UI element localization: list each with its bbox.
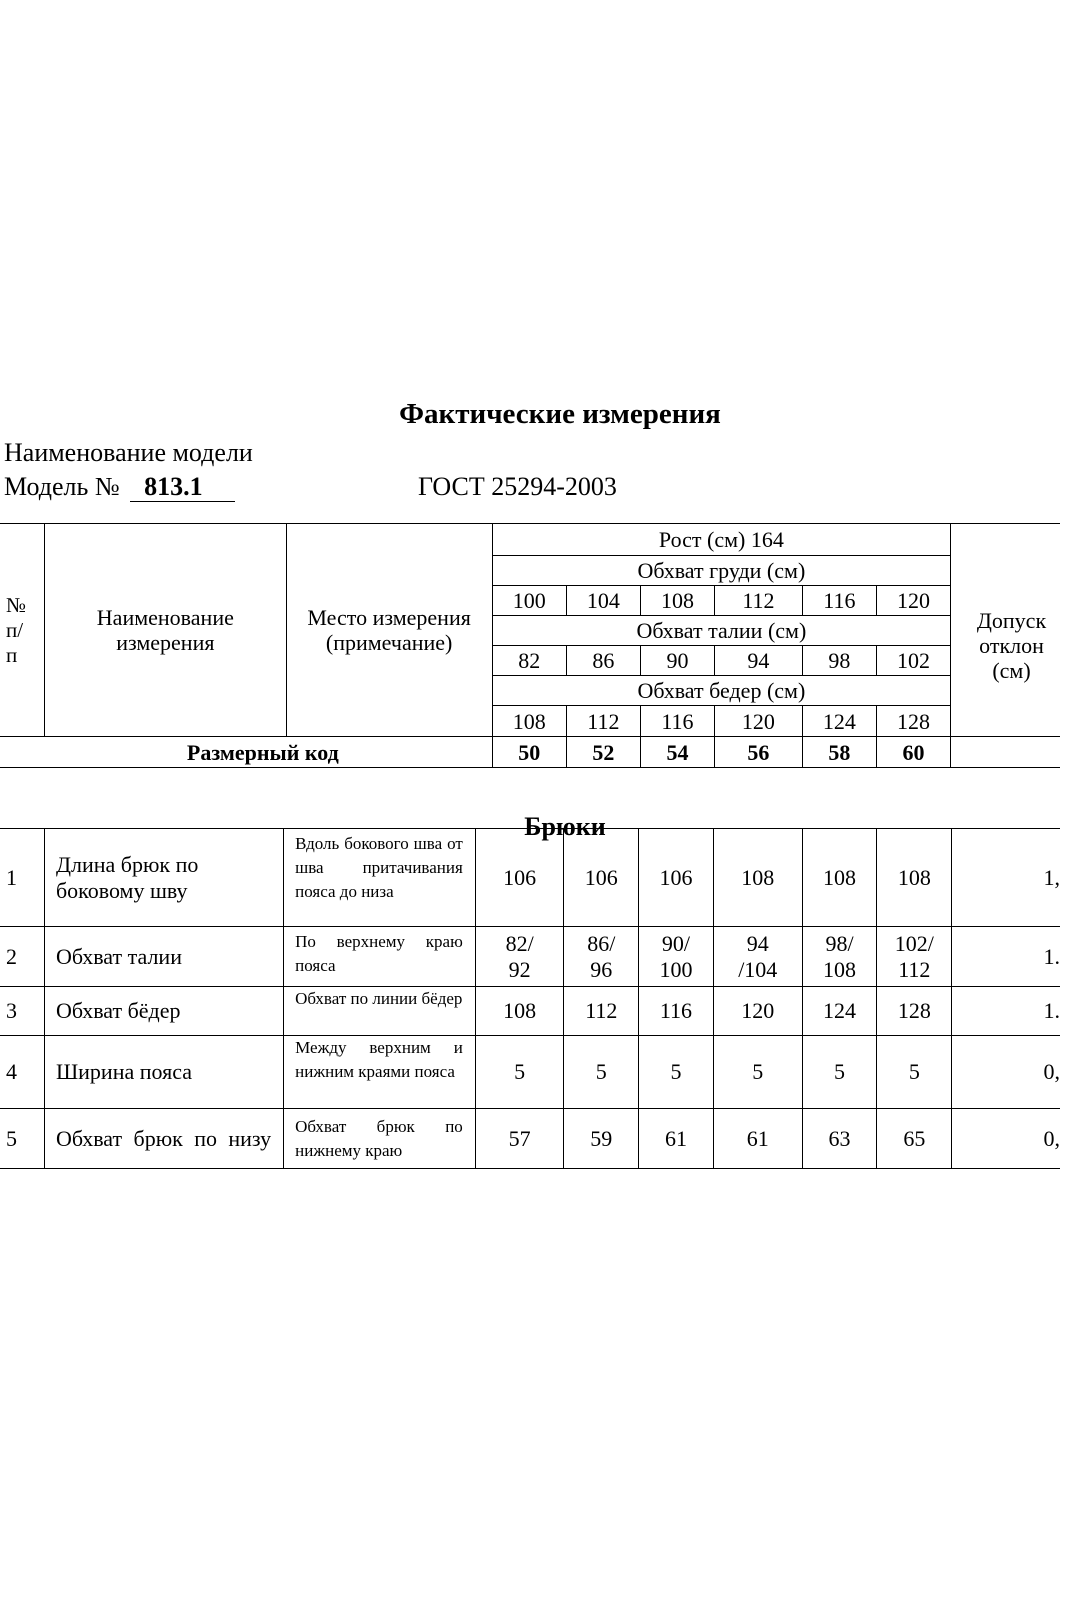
measurement-value: 106 bbox=[475, 829, 564, 927]
measurement-value: 5 bbox=[564, 1036, 639, 1109]
chest-value: 104 bbox=[566, 586, 640, 616]
measurement-value: 128 bbox=[877, 987, 952, 1036]
measurement-value: 102/ 112 bbox=[877, 927, 952, 987]
measurement-value: 98/ 108 bbox=[802, 927, 877, 987]
measurement-value: 61 bbox=[639, 1109, 714, 1169]
model-number-value: 813.1 bbox=[130, 473, 235, 502]
waist-value: 98 bbox=[802, 646, 876, 676]
measurement-value: 5 bbox=[877, 1036, 952, 1109]
model-name-label: Наименование модели bbox=[4, 438, 253, 467]
chest-value: 116 bbox=[802, 586, 876, 616]
measurement-name: Обхват брюк по низу bbox=[44, 1109, 283, 1169]
size-code: 60 bbox=[876, 737, 950, 768]
measurement-name: Длина брюк по боковому шву bbox=[44, 829, 283, 927]
row-number: 2 bbox=[0, 927, 44, 987]
document-title: Фактические измерения bbox=[399, 398, 721, 430]
measurement-value: 112 bbox=[564, 987, 639, 1036]
waist-value: 90 bbox=[640, 646, 714, 676]
hips-label: Обхват бедер (см) bbox=[492, 676, 950, 706]
size-code: 58 bbox=[802, 737, 876, 768]
size-code: 50 bbox=[492, 737, 566, 768]
measurement-value: 106 bbox=[639, 829, 714, 927]
size-code-row bbox=[0, 737, 1060, 768]
measurement-value: 59 bbox=[564, 1109, 639, 1169]
gost-standard: ГОСТ 25294-2003 bbox=[418, 472, 617, 501]
waist-value: 102 bbox=[876, 646, 950, 676]
measurement-value: 116 bbox=[639, 987, 714, 1036]
measurement-value: 124 bbox=[802, 987, 877, 1036]
size-code-label: Размерный код bbox=[0, 737, 492, 768]
size-code: 56 bbox=[715, 737, 803, 768]
measurement-value: 94 /104 bbox=[713, 927, 802, 987]
chest-label: Обхват груди (см) bbox=[492, 556, 950, 586]
table-row bbox=[0, 927, 1060, 987]
model-number-line bbox=[4, 472, 235, 502]
hips-value: 124 bbox=[802, 706, 876, 737]
measurement-value: 5 bbox=[475, 1036, 564, 1109]
measurements-table bbox=[0, 828, 1060, 1169]
measurement-value: 86/ 96 bbox=[564, 927, 639, 987]
size-code: 54 bbox=[640, 737, 714, 768]
size-header-table bbox=[0, 523, 1060, 768]
waist-value: 94 bbox=[715, 646, 803, 676]
table-row bbox=[0, 829, 1060, 927]
row-number: 4 bbox=[0, 1036, 44, 1109]
chest-value: 108 bbox=[640, 586, 714, 616]
measurement-name: Обхват бёдер bbox=[44, 987, 283, 1036]
measurement-value: 108 bbox=[802, 829, 877, 927]
measurement-value: 90/ 100 bbox=[639, 927, 714, 987]
table-row bbox=[0, 1036, 1060, 1109]
measurement-note: Вдоль бокового шва от шва притачивания пояса до низа bbox=[284, 829, 476, 927]
chest-value: 112 bbox=[715, 586, 803, 616]
col-name-header: Наименование измерения bbox=[45, 524, 286, 737]
measurement-tolerance: 1. bbox=[952, 927, 1060, 987]
measurement-note: Обхват по линии бёдер bbox=[284, 987, 476, 1036]
hips-value: 128 bbox=[876, 706, 950, 737]
hips-value: 108 bbox=[492, 706, 566, 737]
waist-value: 82 bbox=[492, 646, 566, 676]
measurement-name: Ширина пояса bbox=[44, 1036, 283, 1109]
measurement-value: 63 bbox=[802, 1109, 877, 1169]
chest-value: 120 bbox=[876, 586, 950, 616]
measurement-value: 108 bbox=[475, 987, 564, 1036]
measurement-value: 5 bbox=[639, 1036, 714, 1109]
measurement-note: По верхнему краю пояса bbox=[284, 927, 476, 987]
measurement-value: 106 bbox=[564, 829, 639, 927]
measurement-value: 108 bbox=[877, 829, 952, 927]
hips-value: 112 bbox=[566, 706, 640, 737]
height-label: Рост (см) 164 bbox=[492, 524, 950, 556]
waist-value: 86 bbox=[566, 646, 640, 676]
row-number: 1 bbox=[0, 829, 44, 927]
tolerance-header: Допуск отклон (см) bbox=[951, 556, 1060, 737]
waist-label: Обхват талии (см) bbox=[492, 616, 950, 646]
hips-value: 120 bbox=[715, 706, 803, 737]
measurement-value: 5 bbox=[713, 1036, 802, 1109]
measurement-value: 108 bbox=[713, 829, 802, 927]
measurement-value: 61 bbox=[713, 1109, 802, 1169]
measurement-value: 57 bbox=[475, 1109, 564, 1169]
measurement-tolerance: 0, bbox=[952, 1036, 1060, 1109]
measurement-value: 65 bbox=[877, 1109, 952, 1169]
measurement-value: 120 bbox=[713, 987, 802, 1036]
hips-value: 116 bbox=[640, 706, 714, 737]
measurement-tolerance: 0, bbox=[952, 1109, 1060, 1169]
size-code: 52 bbox=[566, 737, 640, 768]
measurement-value: 82/ 92 bbox=[475, 927, 564, 987]
measurement-note: Между верхним и нижним краями пояса bbox=[284, 1036, 476, 1109]
model-number-label: Модель № bbox=[4, 472, 120, 501]
col-number-header: № п/ п bbox=[0, 524, 45, 737]
row-number: 5 bbox=[0, 1109, 44, 1169]
table-row bbox=[0, 1109, 1060, 1169]
chest-value: 100 bbox=[492, 586, 566, 616]
measurement-name: Обхват талии bbox=[44, 927, 283, 987]
row-number: 3 bbox=[0, 987, 44, 1036]
section-title: Брюки bbox=[524, 812, 606, 841]
col-place-header: Место измерения (примечание) bbox=[286, 524, 492, 737]
measurement-note: Обхват брюк по нижнему краю bbox=[284, 1109, 476, 1169]
measurement-tolerance: 1. bbox=[952, 987, 1060, 1036]
measurement-value: 5 bbox=[802, 1036, 877, 1109]
measurement-tolerance: 1, bbox=[952, 829, 1060, 927]
table-row bbox=[0, 987, 1060, 1036]
